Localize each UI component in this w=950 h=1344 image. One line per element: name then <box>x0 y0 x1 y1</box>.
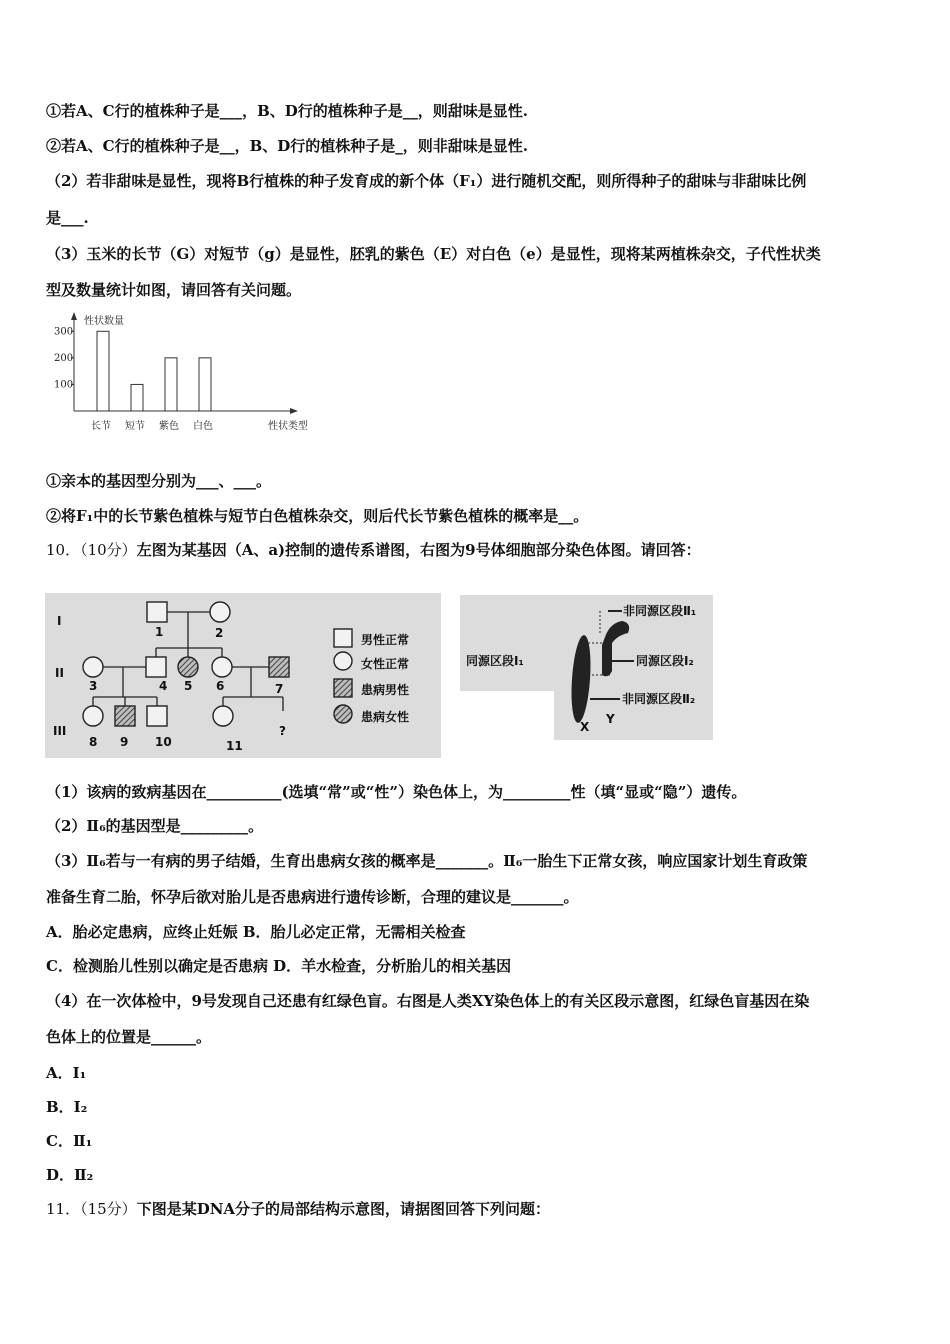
q10-part4-line1: （4）在一次体检中，9号发现自己还患有红绿色盲。右图是人类XY染色体上的有关区段示意图，红绿色盲基因在染 <box>46 992 810 1010</box>
gen-label-I: I <box>57 614 62 628</box>
q10-choices-cd: C．检测胎儿性别以确定是否患病 D．羊水检查，分析胎儿的相关基因 <box>46 957 512 975</box>
legend-female-affected-symbol <box>334 705 352 723</box>
legend-male-normal-symbol <box>334 629 352 647</box>
bar-0 <box>97 331 109 411</box>
num-3: 3 <box>89 679 98 693</box>
num-8: 8 <box>89 735 98 749</box>
x-tick-label: 短节 <box>125 421 145 432</box>
num-4: 4 <box>159 679 168 693</box>
legend-female-normal: 女性正常 <box>361 657 410 671</box>
num-unknown: ? <box>279 724 286 738</box>
q10-part4-option-b: B．I₂ <box>46 1098 88 1116</box>
bar-3 <box>199 358 211 411</box>
num-6: 6 <box>216 679 225 693</box>
q9-part2-line1: （2）若非甜味是显性，现将B行植株的种子发育成的新个体（F₁）进行随机交配，则所得种子的甜味与非甜味比例 <box>46 172 807 190</box>
num-11: 11 <box>226 739 243 753</box>
q10-number: 10． <box>46 541 81 559</box>
trait-bar-chart <box>46 310 326 440</box>
q11-score: （15分） <box>80 1200 137 1218</box>
gen-label-III: III <box>53 724 67 738</box>
q9-option-2: ②若A、C行的植株种子是__，B、D行的植株种子是_，则非甜味是显性. <box>46 137 528 155</box>
q9-part3-sub2: ②将F₁中的长节紫色植株与短节白色植株杂交，则后代长节紫色植株的概率是__。 <box>46 507 589 525</box>
q10-part2: （2）Ⅱ₆的基因型是_________。 <box>46 817 264 835</box>
individual-2 <box>210 602 230 622</box>
individual-8 <box>83 706 103 726</box>
num-2: 2 <box>215 626 224 640</box>
x-tick-label: 紫色 <box>159 421 179 432</box>
num-7: 7 <box>275 682 284 696</box>
label-x: X <box>580 720 590 734</box>
individual-6 <box>212 657 232 677</box>
label-homologous-I2: 同源区段I₂ <box>636 654 694 668</box>
q10-part1: （1）该病的致病基因在__________(选填“常”或“性”）染色体上，为_________性（填“显或“隐”）遗传。 <box>46 783 747 801</box>
individual-4 <box>146 657 166 677</box>
bar-1 <box>131 384 143 411</box>
chart-xlabel: 性状类型 <box>268 421 308 432</box>
q10-score: （10分） <box>80 541 137 559</box>
y-tick-label: 100 <box>54 379 74 391</box>
legend-female-normal-symbol <box>334 652 352 670</box>
legend-male-affected-symbol <box>334 679 352 697</box>
individual-5-affected-female <box>178 657 198 677</box>
num-5: 5 <box>184 679 193 693</box>
legend-male-affected: 患病男性 <box>361 683 410 697</box>
legend-female-affected: 患病女性 <box>361 710 410 724</box>
bar-2 <box>165 358 177 411</box>
q9-option-1: ①若A、C行的植株种子是___，B、D行的植株种子是__，则甜味是显性. <box>46 102 528 120</box>
q9-part3-line1: （3）玉米的长节（G）对短节（g）是显性，胚乳的紫色（E）对白色（e）是显性，现将某两植株杂交，子代性状类 <box>46 245 821 263</box>
label-nonhomologous-II1: 非同源区段Ⅱ₁ <box>623 604 697 618</box>
individual-3 <box>83 657 103 677</box>
y-tick-label: 200 <box>54 352 74 364</box>
q10-choices-ab: A．胎必定患病，应终止妊娠 B．胎儿必定正常，无需相关检查 <box>46 923 466 941</box>
num-1: 1 <box>155 625 164 639</box>
individual-9-affected-male <box>115 706 135 726</box>
num-10: 10 <box>155 735 172 749</box>
q10-part3-line1: （3）Ⅱ₆若与一有病的男子结婚，生育出患病女孩的概率是_______。Ⅱ₆一胎生下正常女孩，响应国家计划生育政策 <box>46 852 808 870</box>
q10-part4-line2: 色体上的位置是______。 <box>46 1028 212 1046</box>
q10-part3-line2: 准备生育二胎，怀孕后欲对胎儿是否患病进行遗传诊断，合理的建议是_______。 <box>46 888 579 906</box>
q11-number: 11． <box>46 1200 81 1218</box>
individual-11 <box>213 706 233 726</box>
q10-text: 左图为某基因（A、a)控制的遗传系谱图，右图为9号体细胞部分染色体图。请回答： <box>136 541 701 559</box>
gen-label-II: II <box>55 666 64 680</box>
label-y: Y <box>606 712 615 726</box>
q10-heading <box>46 539 701 561</box>
label-nonhomologous-II2: 非同源区段Ⅱ₂ <box>622 692 696 706</box>
q10-part4-option-a: A．I₁ <box>46 1064 87 1082</box>
individual-7-affected-male <box>269 657 289 677</box>
legend-male-normal: 男性正常 <box>361 633 410 647</box>
xy-chromosome-figure <box>460 595 713 740</box>
q10-part4-option-c: C．Ⅱ₁ <box>46 1132 93 1150</box>
q9-part3-sub1: ①亲本的基因型分别为___、___。 <box>46 472 272 490</box>
individual-1 <box>147 602 167 622</box>
x-tick-label: 长节 <box>91 421 111 432</box>
individual-10 <box>147 706 167 726</box>
pedigree-figure <box>45 593 441 758</box>
num-9: 9 <box>120 735 129 749</box>
q9-part3-line2: 型及数量统计如图，请回答有关问题。 <box>46 281 302 299</box>
q11-heading <box>46 1198 550 1220</box>
q11-text: 下图是某DNA分子的局部结构示意图，请据图回答下列问题： <box>136 1200 551 1218</box>
chart-ylabel: 性状数量 <box>84 316 124 327</box>
q10-part4-option-d: D．Ⅱ₂ <box>46 1166 94 1184</box>
q9-part2-line2: 是___. <box>46 209 89 227</box>
label-homologous-I1: 同源区段I₁ <box>466 654 524 668</box>
x-tick-label: 白色 <box>193 421 213 432</box>
y-tick-label: 300 <box>54 326 74 338</box>
